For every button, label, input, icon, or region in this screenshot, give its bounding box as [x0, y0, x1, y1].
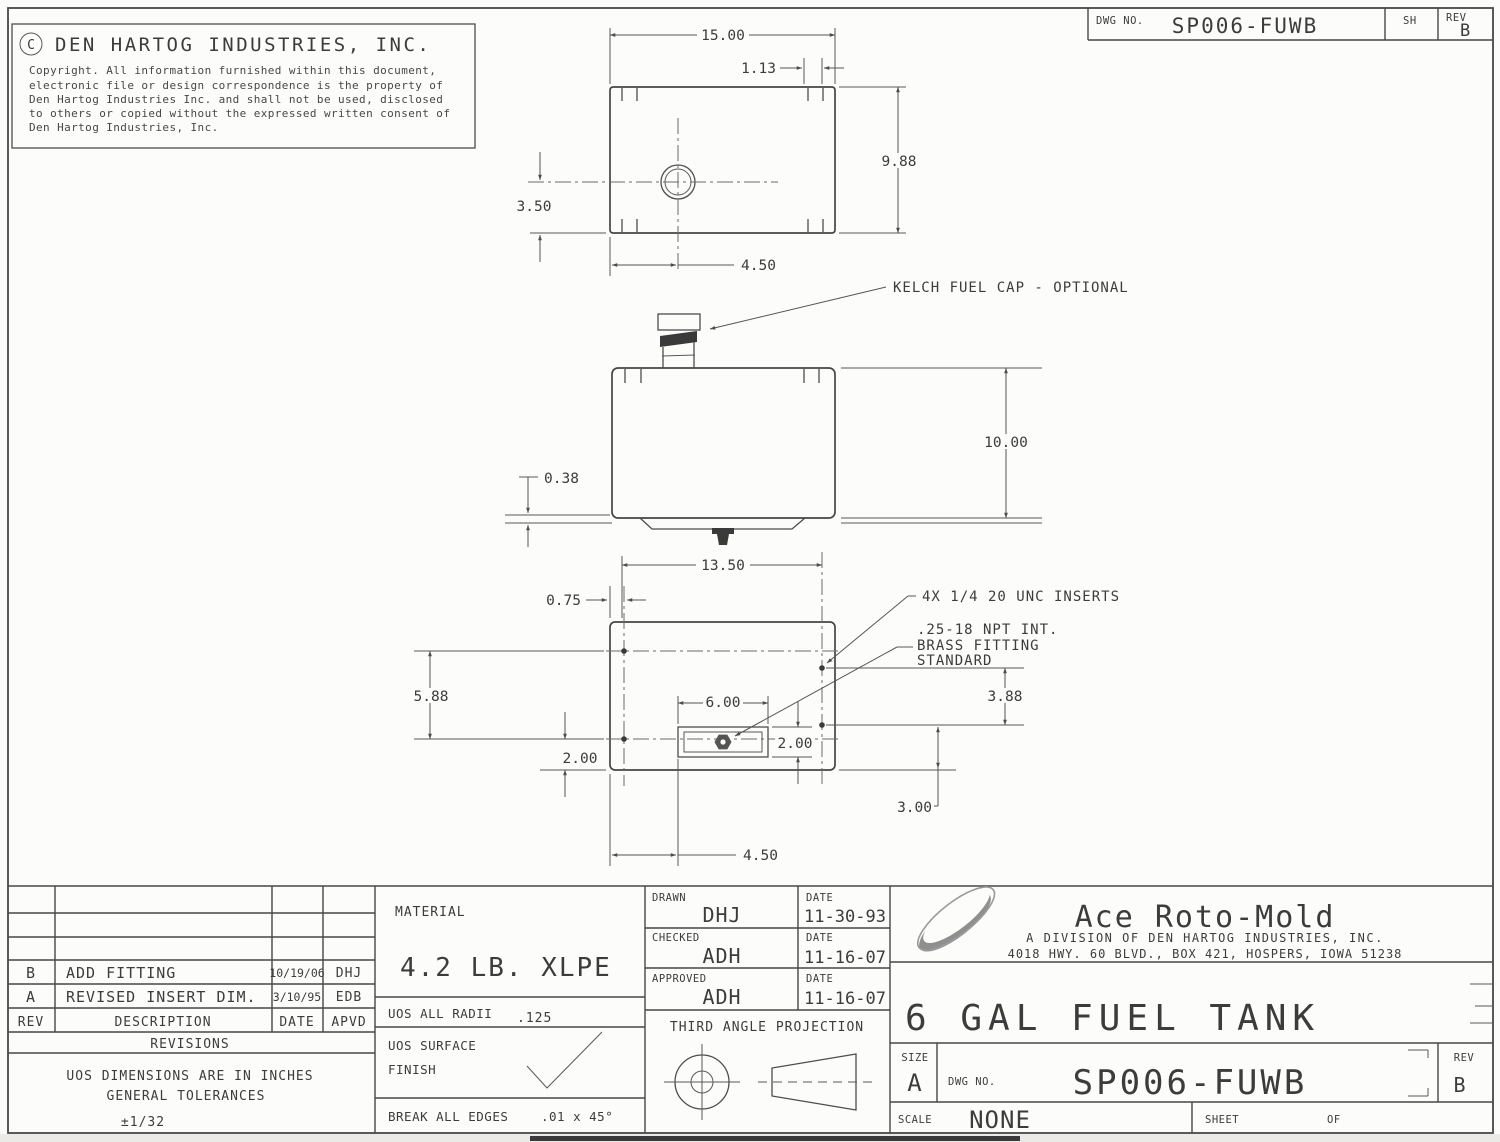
surface-finish-checkmark-icon [527, 1032, 602, 1088]
checked-date-label: DATE [806, 932, 834, 944]
dim-bottom-recess-width: 6.00 [705, 695, 741, 711]
drawn-label: DRAWN [652, 892, 687, 904]
break-edges-label: BREAK ALL EDGES [388, 1109, 509, 1124]
copyright-line-3: Den Hartog Industries Inc. and shall not be used, disclosed [29, 93, 444, 106]
dwg-no-label: DWG NO. [948, 1076, 996, 1088]
material-label: MATERIAL [395, 905, 466, 920]
tolerance-line-2: GENERAL TOLERANCES [106, 1089, 266, 1104]
rev-row-a-rev: A [25, 988, 37, 1006]
company-address: 4018 HWY. 60 BLVD., BOX 421, HOSPERS, IOWA 51238 [1007, 947, 1403, 961]
copyright-symbol: C [27, 38, 35, 53]
material-block [388, 905, 613, 1124]
bottom-fitting-front [717, 534, 729, 545]
third-angle-projection-icon [664, 1044, 872, 1120]
header-sh-label: SH [1403, 15, 1417, 27]
rev-header-desc: DESCRIPTION [114, 1015, 212, 1030]
dim-top-width: 15.00 [701, 28, 745, 44]
copyright-line-5: Den Hartog Industries, Inc. [29, 121, 219, 134]
sheet-border [0, 8, 1500, 1142]
tolerance-line-1: UOS DIMENSIONS ARE IN INCHES [66, 1069, 314, 1084]
rev-label: REV [1453, 1052, 1475, 1064]
rev-header-date: DATE [279, 1015, 315, 1030]
callout-npt-1: .25-18 NPT INT. [917, 622, 1059, 638]
checked-date-value: 11-16-07 [804, 948, 886, 968]
copyright-company: DEN HARTOG INDUSTRIES, INC. [55, 34, 432, 56]
rev-header-rev: REV [17, 1015, 45, 1030]
size-value: A [907, 1069, 923, 1097]
callout-fuel-cap: KELCH FUEL CAP - OPTIONAL [893, 280, 1129, 296]
drawn-value: DHJ [702, 903, 742, 927]
of-label: OF [1327, 1114, 1341, 1126]
company-logo-icon [909, 877, 1003, 961]
dwg-header-block [1088, 8, 1493, 41]
projection-label: THIRD ANGLE PROJECTION [669, 1020, 865, 1035]
scale-label: SCALE [898, 1114, 933, 1126]
dim-bottom-insert-span-right: 3.88 [987, 689, 1023, 705]
insert-top-left [621, 648, 627, 654]
checked-label: CHECKED [652, 932, 700, 944]
header-dwg-no-label: DWG NO. [1096, 15, 1144, 27]
signoff-block [652, 892, 886, 1120]
radii-label: UOS ALL RADII [388, 1006, 493, 1021]
dim-bottom-insert-from-bottom: 2.00 [562, 751, 598, 767]
rev-row-a-date: 3/10/95 [272, 990, 322, 1004]
approved-value: ADH [702, 985, 742, 1009]
insert-bottom-right [819, 722, 825, 728]
company-name: Ace Roto-Mold [1074, 900, 1336, 935]
rev-row-a-desc: REVISED INSERT DIM. [66, 988, 257, 1006]
checked-value: ADH [702, 944, 742, 968]
rev-caption: REVISIONS [150, 1037, 230, 1052]
sheet-label: SHEET [1205, 1114, 1240, 1126]
rev-row-b-rev: B [25, 964, 37, 982]
scale-value: NONE [969, 1106, 1031, 1134]
fuel-cap [658, 314, 700, 330]
callout-inserts: 4X 1/4 20 UNC INSERTS [922, 589, 1121, 605]
company-block [898, 877, 1474, 1134]
dim-bottom-fitting-from-bottom: 3.00 [897, 800, 932, 816]
header-rev-value: B [1460, 21, 1471, 41]
tolerance-line-3: ±1/32 [120, 1115, 166, 1130]
size-label: SIZE [901, 1052, 929, 1064]
rev-row-a-apvd: EDB [335, 990, 363, 1005]
header-rev-label: REV [1446, 12, 1467, 24]
material-value: 4.2 LB. XLPE [400, 953, 612, 983]
rev-value: B [1453, 1073, 1467, 1097]
rev-row-b-desc: ADD FITTING [66, 964, 177, 982]
rev-row-b-date: 10/19/06 [269, 966, 325, 980]
break-edges-value: .01 x 45° [541, 1109, 614, 1124]
approved-date-label: DATE [806, 973, 834, 985]
radii-value: .125 [517, 1011, 553, 1026]
copyright-block [12, 24, 475, 148]
company-division: A DIVISION OF DEN HARTOG INDUSTRIES, INC. [1026, 931, 1384, 945]
insert-bottom-left [621, 736, 627, 742]
callout-npt-2: BRASS FITTING [917, 638, 1040, 654]
dim-top-center-from-bottom: 3.50 [516, 199, 552, 215]
rev-header-apvd: APVD [331, 1015, 367, 1030]
part-title: 6 GAL FUEL TANK [905, 998, 1321, 1039]
dim-bottom-edge-offset: 0.75 [546, 593, 581, 609]
dim-top-height: 9.88 [881, 154, 917, 170]
copyright-line-4: to others or copied without the expressed written consent of [29, 107, 451, 120]
dim-bottom-recess-height: 2.00 [777, 736, 813, 752]
dim-bottom-insert-span: 5.88 [413, 689, 449, 705]
front-view [505, 280, 1129, 547]
surface-label-1: UOS SURFACE [388, 1038, 477, 1053]
top-view [517, 27, 921, 276]
copyright-line-2: electronic file or design correspondence is the property of [29, 79, 444, 92]
copyright-line-1: Copyright. All information furnished within this document, [29, 64, 437, 77]
dim-front-base-recess: 0.38 [544, 471, 579, 487]
approved-date-value: 11-16-07 [804, 989, 886, 1009]
dim-front-height: 10.00 [984, 435, 1028, 451]
revision-table [18, 964, 367, 1130]
dim-top-center-from-left: 4.50 [741, 258, 776, 274]
callout-npt-3: STANDARD [917, 653, 993, 669]
approved-label: APPROVED [652, 973, 707, 985]
bottom-view [408, 552, 1120, 866]
surface-label-2: FINISH [388, 1062, 437, 1077]
dim-top-notch: 1.13 [741, 61, 776, 77]
insert-top-right [819, 665, 825, 671]
header-dwg-no-value: SP006-FUWB [1171, 14, 1319, 38]
dim-bottom-width: 13.50 [701, 558, 745, 574]
drawn-date-value: 11-30-93 [804, 907, 886, 927]
dwg-no-value: SP006-FUWB [1072, 1063, 1308, 1103]
dim-bottom-recess-from-left: 4.50 [743, 848, 778, 864]
drawn-date-label: DATE [806, 892, 834, 904]
rev-row-b-apvd: DHJ [335, 966, 363, 981]
